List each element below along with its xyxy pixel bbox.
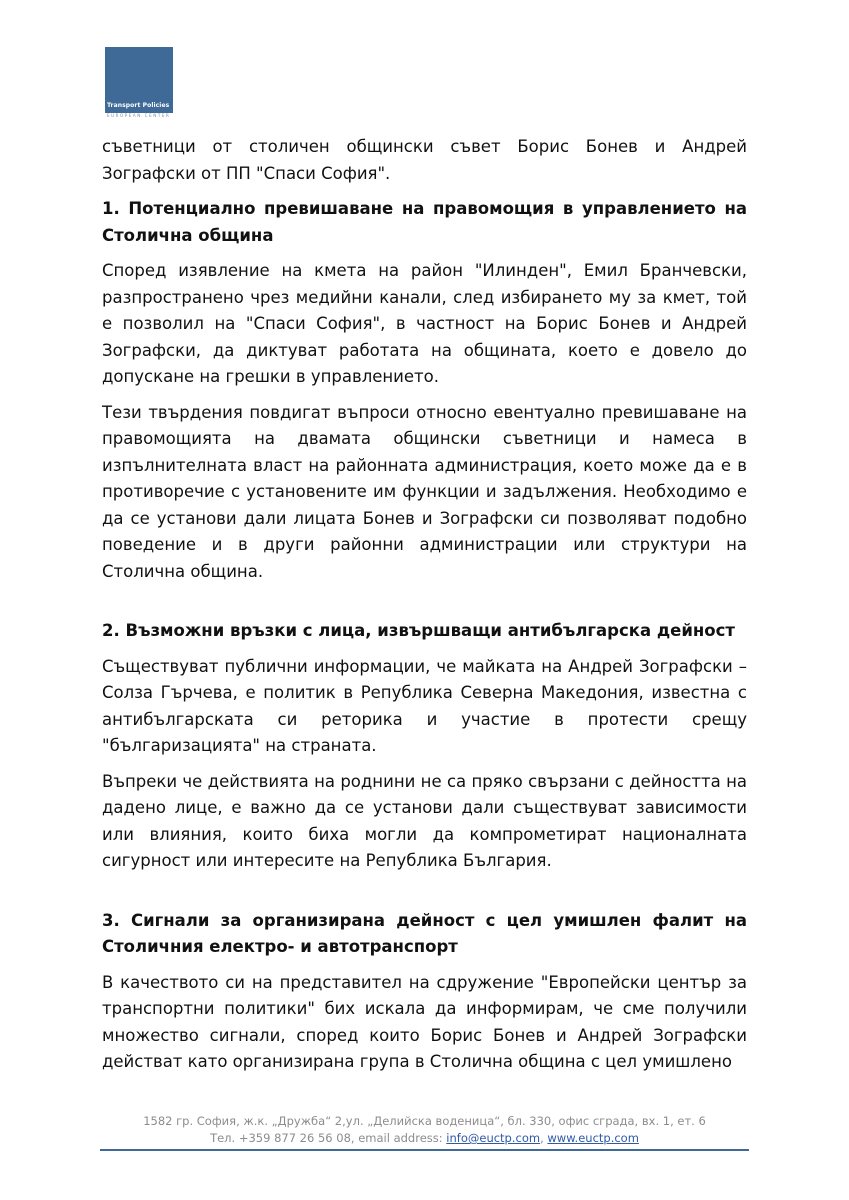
footer-phone-email-label: Тел. +359 877 26 56 08, email address: [210, 1131, 447, 1145]
footer-divider [100, 1149, 749, 1151]
section-1-paragraph-2: Тези твърдения повдигат въпроси относно евентуално превишаване на правомощията на двамата общински съветници и намеса в изпълнителната власт на районната администрация, което може да е в противоречие с установените им функции и задължения. Необходимо е да се установи дали лицата Бонев и Зографски си позволяват подобно поведение и в други районни администрации или структури на Столична община. [102, 402, 747, 581]
section-3-paragraph-1: В качеството си на представител на сдружение "Европейски център за транспортни политики" бих искала да информирам, че сме получили множество сигнали, според които Борис Бонев и Андрей Зографски действат като организирана група в Столична община с цел умишлено [102, 972, 747, 1071]
section-2-paragraph-2: Въпреки че действията на роднини не са пряко свързани с дейността на дадено лице, е важно да се установи дали съществуват зависимости или влияния, които биха могли да компрометират националната сигурност или интересите на Република България. [102, 771, 747, 870]
section-2-heading: 2. Възможни връзки с лица, извършващи антибългарска дейност [102, 621, 735, 640]
footer-contact [100, 1130, 749, 1147]
footer-address: 1582 гр. София, ж.к. „Дружба“ 2,ул. „Делийска воденица“, бл. 330, офис сграда, вх. 1, ет. 6 [143, 1114, 706, 1128]
organization-logo [105, 47, 173, 120]
section-spacer [102, 594, 747, 618]
page-footer [100, 1113, 749, 1147]
section-spacer [102, 884, 747, 908]
logo-subtitle: EUROPEAN CENTER [107, 113, 171, 118]
section-2-paragraph-1: Съществуват публични информации, че майката на Андрей Зографски – Солза Гърчева, е политик в Република Северна Македония, известна с антибългарската си реторика и участие в протести срещу "българизацията" на страната. [102, 656, 747, 755]
section-3-heading: 3. Сигнали за организирана дейност с цел умишлен фалит на Столичния електро- и автотранспорт [102, 910, 747, 956]
section-1-paragraph-1: Според изявление на кмета на район "Илинден", Емил Бранчевски, разпространено чрез медийни канали, след избирането му за кмет, той е позволил на "Спаси София", в частност на Борис Бонев и Андрей Зографски, да диктуват работата на общината, което е довело до допускане на грешки в управлението. [102, 261, 747, 386]
document-body [102, 134, 747, 1085]
email-link[interactable]: info@euctp.com [446, 1131, 541, 1145]
website-link[interactable]: www.euctp.com [547, 1131, 639, 1145]
footer-separator: , [540, 1131, 548, 1145]
intro-paragraph: съветници от столичен общински съвет Борис Бонев и Андрей Зографски от ПП "Спаси София". [102, 137, 747, 183]
logo-title: Transport Policies [107, 102, 170, 109]
section-1-heading: 1. Потенциално превишаване на правомощия в управлението на Столична община [102, 199, 747, 245]
